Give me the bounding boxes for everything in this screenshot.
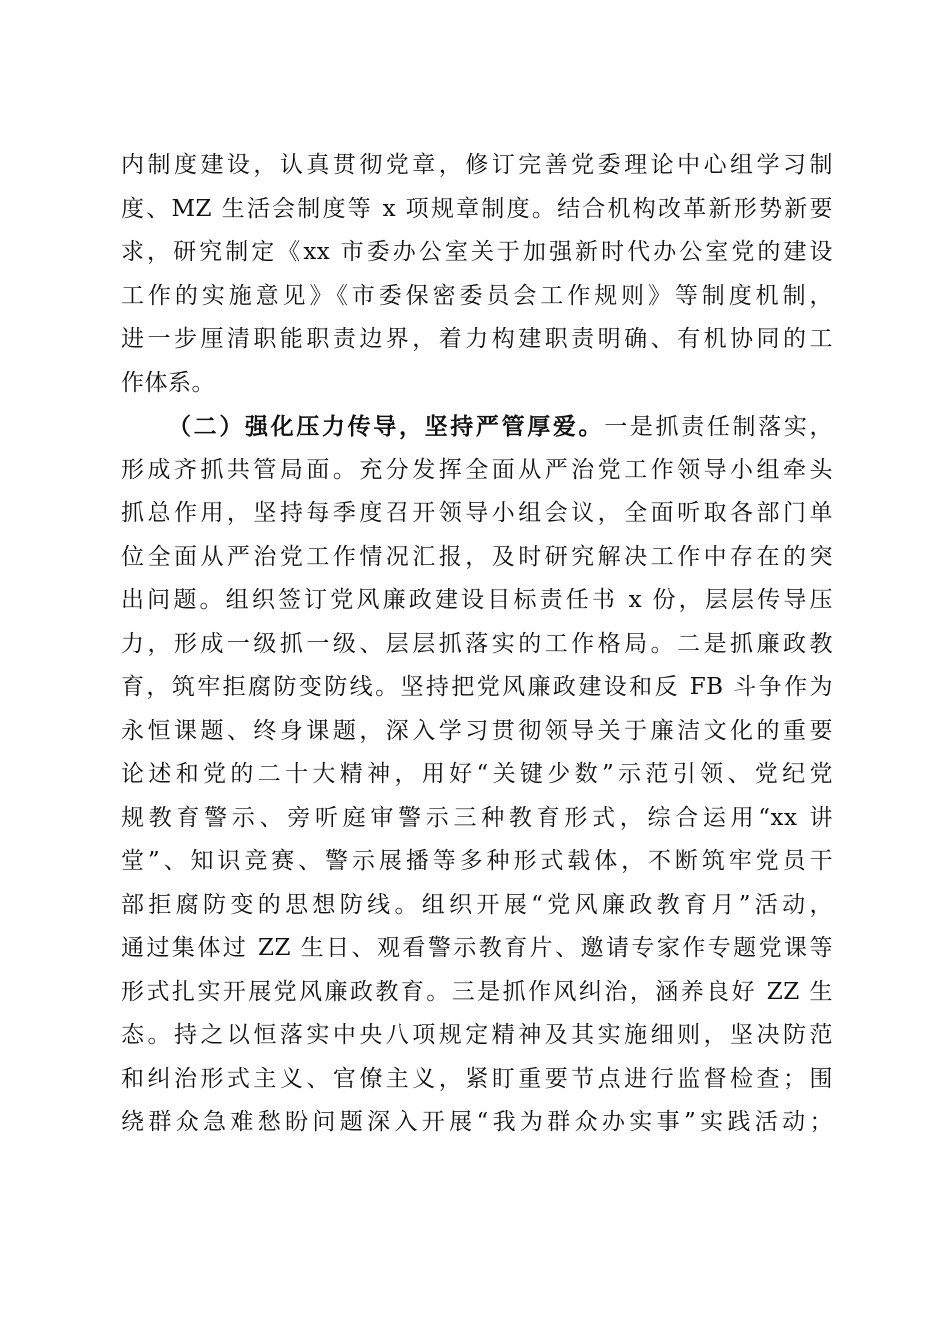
text-line: 部拒腐防变的思想防线。组织开展“党风廉政教育月”活动， xyxy=(121,891,833,918)
text-line: 规教育警示、旁听庭审警示三种教育形式，综合运用“xx 讲 xyxy=(121,804,833,831)
paragraph-1 xyxy=(121,144,833,405)
text-line: 作体系。 xyxy=(121,369,215,396)
text-line: 工作的实施意见》《市委保密委员会工作规则》等制度机制， xyxy=(121,282,833,309)
text-line: 论述和党的二十大精神，用好“关键少数”示范引领、党纪党 xyxy=(121,761,833,787)
text-line: 进一步厘清职能职责边界，着力构建职责明确、有机协同的工 xyxy=(121,326,833,352)
text-line: 永恒课题、终身课题，深入学习贯彻领导关于廉洁文化的重要 xyxy=(121,717,833,744)
text-line: 堂”、知识竞赛、警示展播等多种形式载体，不断筑牢党员干 xyxy=(121,848,833,874)
first-line-rest: 一是抓责任制落实， xyxy=(604,414,834,440)
text-line: 抓总作用，坚持每季度召开领导小组会议，全面听取各部门单 xyxy=(121,500,833,526)
text-line: 育，筑牢拒腐防变防线。坚持把党风廉政建设和反 FB 斗争作为 xyxy=(121,674,833,700)
text-line: 度、MZ 生活会制度等 x 项规章制度。结合机构改革新形势新要 xyxy=(121,195,833,222)
text-line: 形成齐抓共管局面。充分发挥全面从严治党工作领导小组牵头 xyxy=(121,456,833,483)
text-line: 位全面从严治党工作情况汇报，及时研究解决工作中存在的突 xyxy=(121,543,833,570)
body-text xyxy=(121,144,833,1145)
paragraph-2 xyxy=(121,405,833,1145)
text-line: 出问题。组织签订党风廉政建设目标责任书 x 份，层层传导压 xyxy=(121,587,833,613)
text-line: 通过集体过 ZZ 生日、观看警示教育片、邀请专家作专题党课等 xyxy=(121,935,833,961)
text-line: 求，研究制定《xx 市委办公室关于加强新时代办公室党的建设 xyxy=(121,239,833,265)
section-heading: （二）强化压力传导，坚持严管厚爱。 xyxy=(168,413,605,440)
text-line: 态。持之以恒落实中央八项规定精神及其实施细则，坚决防范 xyxy=(121,1022,833,1048)
text-line: 形式扎实开展党风廉政教育。三是抓作风纠治，涵养良好 ZZ 生 xyxy=(121,978,833,1005)
paragraph-2-first-line xyxy=(121,405,833,449)
text-line: 力，形成一级抓一级、层层抓落实的工作格局。二是抓廉政教 xyxy=(121,630,833,657)
text-line: 内制度建设，认真贯彻党章，修订完善党委理论中心组学习制 xyxy=(121,152,833,178)
text-line: 和纠治形式主义、官僚主义，紧盯重要节点进行监督检查；围 xyxy=(121,1065,833,1092)
text-line: 绕群众急难愁盼问题深入开展“我为群众办实事”实践活动； xyxy=(121,1109,833,1135)
